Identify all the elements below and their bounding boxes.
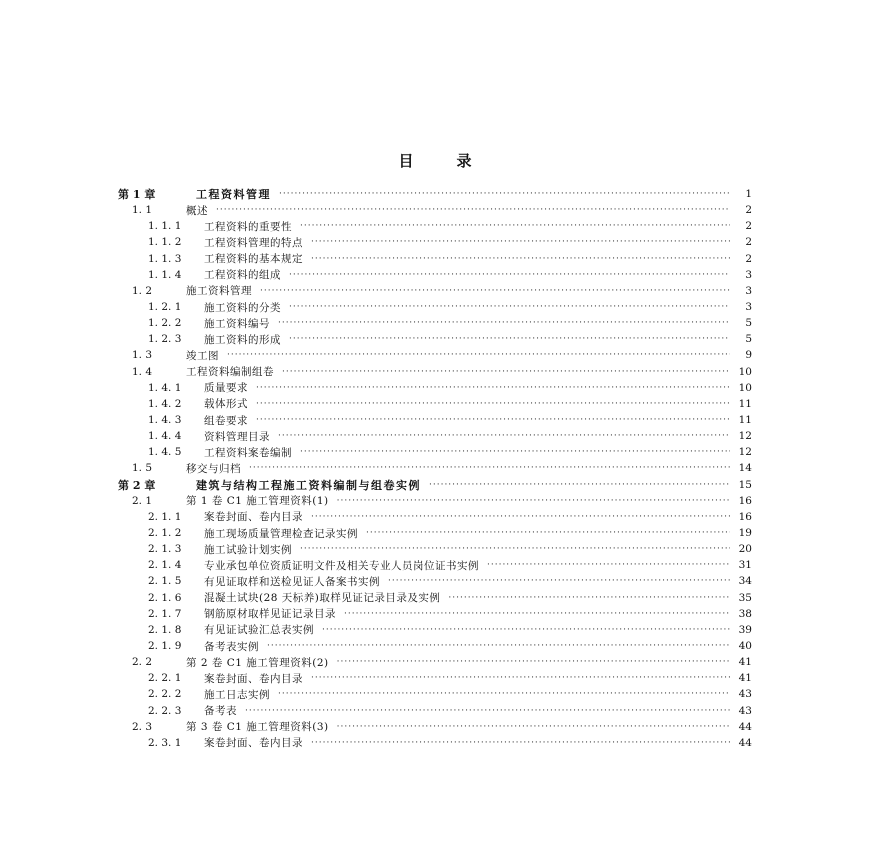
toc-entry-number: 1. 4. 1 [148,381,182,394]
toc-entry-number: 1. 4. 3 [148,414,182,427]
toc-page-number: 35 [738,591,752,604]
toc-leader-dots [300,221,730,231]
toc-entry-number: 2. 3. 1 [148,736,182,749]
toc-leader-dots [487,560,730,570]
toc-entry-title: 施工试验计划实例 [204,543,292,556]
toc-subsection-entry[interactable] [118,573,752,589]
toc-entry-title: 有见证取样和送检见证人备案书实例 [204,575,380,588]
toc-page-number: 15 [738,478,752,491]
toc-entry-title: 专业承包单位资质证明文件及相关专业人员岗位证书实例 [204,559,479,572]
toc-leader-dots [256,399,730,409]
toc-subsection-entry[interactable] [118,686,752,702]
toc-subsection-entry[interactable] [118,444,752,460]
toc-page-number: 2 [745,236,752,249]
toc-page-number: 2 [745,204,752,217]
toc-leader-dots [256,415,730,425]
toc-page-number: 3 [745,268,752,281]
toc-page-number: 16 [738,494,752,507]
toc-leader-dots [311,512,730,522]
toc-subsection-entry[interactable] [118,703,752,719]
toc-entry-number: 2. 1. 4 [148,559,182,572]
toc-subsection-entry[interactable] [118,590,752,606]
toc-page-number: 11 [738,397,752,410]
toc-subsection-entry[interactable] [118,735,752,751]
toc-entry-number: 第 2 章 [118,478,156,492]
toc-entry-number: 2. 1. 1 [148,510,182,523]
toc-subsection-entry[interactable] [118,412,752,428]
toc-page-number: 10 [738,381,752,394]
toc-subsection-entry[interactable] [118,606,752,622]
toc-leader-dots [337,722,730,732]
toc-leader-dots [311,673,730,683]
toc-leader-dots [227,350,730,360]
toc-entry-number: 2. 1. 3 [148,543,182,556]
toc-page-number: 41 [738,656,752,669]
toc-leader-dots [300,447,730,457]
toc-page-number: 20 [738,543,752,556]
toc-page-number: 43 [738,688,752,701]
toc-leader-dots [278,689,730,699]
toc-subsection-entry[interactable] [118,331,752,347]
toc-entry-title: 工程资料的基本规定 [204,253,303,266]
toc-chapter-entry[interactable] [118,186,752,202]
toc-page-number: 9 [745,349,752,362]
toc-page-number: 40 [738,640,752,652]
table-of-contents [118,186,752,751]
toc-entry-title: 工程资料案卷编制 [204,446,292,459]
toc-leader-dots [300,544,730,554]
toc-entry-number: 1. 2 [132,284,153,297]
toc-entry-title: 有见证试验汇总表实例 [204,624,314,637]
toc-subsection-entry[interactable] [118,670,752,686]
toc-leader-dots [311,237,730,247]
toc-page-number: 31 [738,559,752,572]
toc-entry-title: 概述 [186,204,208,217]
toc-subsection-entry[interactable] [118,541,752,557]
toc-subsection-entry[interactable] [118,234,752,250]
toc-page-number: 5 [745,317,752,330]
toc-leader-dots [278,431,730,441]
toc-entry-number: 1. 3 [132,349,153,362]
toc-leader-dots [366,528,730,538]
toc-entry-title: 案卷封面、卷内目录 [204,511,303,524]
toc-page-number: 34 [738,575,752,588]
toc-subsection-entry[interactable] [118,638,752,654]
toc-entry-number: 1. 2. 3 [148,333,182,346]
toc-entry-title: 移交与归档 [186,462,241,475]
toc-entry-title: 备考表实例 [204,640,259,653]
toc-entry-title: 施工资料管理 [186,285,252,298]
toc-page-number: 44 [738,736,752,749]
toc-page-number: 19 [738,527,752,540]
toc-leader-dots [260,286,730,296]
toc-subsection-entry[interactable] [118,509,752,525]
toc-entry-number: 1. 1. 1 [148,220,182,233]
toc-entry-number: 1. 2. 2 [148,317,182,330]
toc-leader-dots [256,383,730,393]
toc-section-entry[interactable] [118,347,752,363]
toc-leader-dots [282,367,730,377]
toc-leader-dots [429,480,730,490]
toc-page-number: 2 [745,252,752,265]
toc-entry-title: 第 2 卷 C1 施工管理资料(2) [186,656,329,669]
toc-entry-title: 钢筋原材取样见证记录目录 [204,608,336,621]
toc-entry-title: 工程资料的组成 [204,269,281,282]
toc-entry-title: 案卷封面、卷内目录 [204,672,303,685]
toc-page-number: 39 [738,623,752,636]
toc-leader-dots [344,609,730,619]
toc-entry-title: 工程资料管理的特点 [204,236,303,249]
toc-entry-number: 2. 2 [132,656,153,669]
toc-entry-number: 2. 1. 5 [148,575,182,588]
toc-entry-title: 混凝土试块(28 天标养)取样见证记录目录及实例 [204,592,441,605]
toc-page-number: 10 [738,365,752,378]
toc-title: 目 录 [398,152,486,170]
toc-page-number: 1 [745,188,752,201]
toc-leader-dots [289,334,730,344]
toc-section-entry[interactable] [118,719,752,735]
toc-entry-number: 2. 1 [132,494,153,507]
toc-entry-number: 1. 4. 4 [148,430,182,443]
toc-subsection-entry[interactable] [118,251,752,267]
toc-leader-dots [337,657,730,667]
toc-entry-number: 2. 1. 2 [148,527,182,540]
toc-entry-title: 施工现场质量管理检查记录实例 [204,527,358,540]
toc-subsection-entry[interactable] [118,315,752,331]
toc-leader-dots [267,641,730,651]
toc-entry-number: 1. 2. 1 [148,301,182,314]
toc-page-number: 2 [745,220,752,233]
toc-page-number: 12 [738,430,752,443]
toc-entry-number: 1. 4. 5 [148,446,182,459]
toc-leader-dots [245,706,730,716]
toc-subsection-entry[interactable] [118,557,752,573]
toc-page-number: 16 [738,510,752,523]
toc-page-number: 14 [738,462,752,475]
toc-leader-dots [249,463,730,473]
toc-entry-number: 2. 3 [132,720,153,733]
toc-subsection-entry[interactable] [118,428,752,444]
toc-leader-dots [278,318,730,328]
toc-entry-number: 第 1 章 [118,188,156,202]
toc-leader-dots [337,496,730,506]
toc-entry-title: 资料管理目录 [204,430,270,443]
toc-leader-dots [279,189,730,199]
toc-page-number: 12 [738,446,752,459]
toc-subsection-entry[interactable] [118,525,752,541]
toc-section-entry[interactable] [118,460,752,476]
toc-entry-title: 第 3 卷 C1 施工管理资料(3) [186,721,329,734]
toc-leader-dots [311,254,730,264]
toc-entry-number: 2. 2. 2 [148,688,182,701]
toc-entry-number: 1. 1. 3 [148,252,182,265]
toc-section-entry[interactable] [118,654,752,670]
toc-leader-dots [311,738,730,748]
toc-entry-number: 1. 1 [132,204,153,217]
toc-leader-dots [289,302,730,312]
toc-subsection-entry[interactable] [118,396,752,412]
toc-subsection-entry[interactable] [118,622,752,638]
toc-leader-dots [322,625,730,635]
toc-entry-title: 施工日志实例 [204,688,270,701]
toc-entry-title: 备考表 [204,705,237,718]
toc-page-number: 5 [745,333,752,346]
toc-subsection-entry[interactable] [118,218,752,234]
toc-entry-title: 第 1 卷 C1 施工管理资料(1) [186,495,329,508]
toc-section-entry[interactable] [118,202,752,218]
toc-entry-number: 2. 2. 1 [148,672,182,685]
toc-entry-number: 1. 5 [132,462,153,475]
toc-entry-title: 工程资料的重要性 [204,220,292,233]
toc-entry-title: 工程资料编制组卷 [186,366,274,379]
toc-entry-title: 载体形式 [204,398,248,411]
toc-page-number: 43 [738,704,752,717]
toc-entry-number: 2. 1. 7 [148,607,182,620]
toc-entry-title: 竣工图 [186,349,219,362]
toc-leader-dots [448,593,730,603]
toc-chapter-entry[interactable] [118,477,752,493]
toc-page-number: 3 [745,301,752,314]
toc-page-number: 38 [738,607,752,620]
toc-subsection-entry[interactable] [118,267,752,283]
toc-section-entry[interactable] [118,283,752,299]
toc-entry-title: 施工资料编号 [204,317,270,330]
toc-section-entry[interactable] [118,493,752,509]
toc-leader-dots [289,270,730,280]
toc-entry-number: 1. 4 [132,365,153,378]
toc-entry-number: 2. 1. 8 [148,623,182,636]
toc-page-number: 41 [738,672,752,685]
toc-leader-dots [388,576,730,586]
toc-entry-title: 案卷封面、卷内目录 [204,737,303,750]
toc-entry-number: 2. 1. 6 [148,591,182,604]
toc-entry-title: 施工资料的形成 [204,333,281,346]
toc-entry-title: 建筑与结构工程施工资料编制与组卷实例 [196,478,421,492]
toc-section-entry[interactable] [118,364,752,380]
toc-subsection-entry[interactable] [118,380,752,396]
toc-subsection-entry[interactable] [118,299,752,315]
toc-entry-number: 1. 1. 4 [148,268,182,281]
toc-entry-title: 组卷要求 [204,414,248,427]
toc-entry-number: 1. 1. 2 [148,236,182,249]
toc-page-number: 44 [738,720,752,733]
toc-page-number: 3 [745,284,752,297]
toc-page-number: 11 [738,414,752,427]
toc-entry-number: 2. 2. 3 [148,704,182,717]
toc-entry-number: 1. 4. 2 [148,397,182,410]
toc-entry-number: 2. 1. 9 [148,640,182,652]
toc-entry-title: 工程资料管理 [196,188,271,202]
toc-leader-dots [216,205,730,215]
toc-entry-title: 施工资料的分类 [204,301,281,314]
toc-entry-title: 质量要求 [204,382,248,395]
